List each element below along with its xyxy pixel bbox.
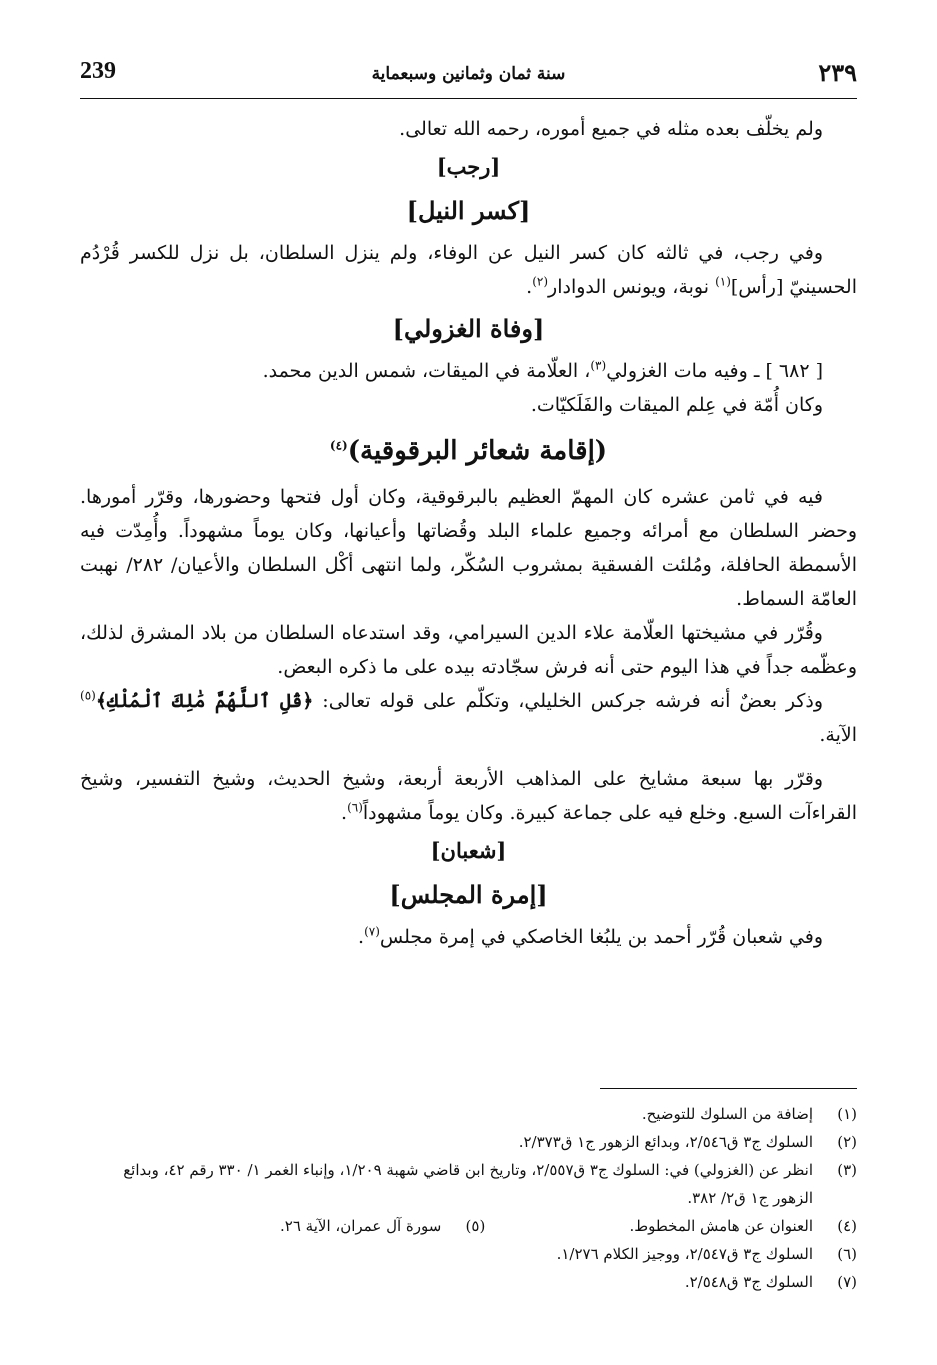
footnote-6 <box>80 1240 857 1268</box>
paragraph-gap <box>80 752 857 762</box>
footnote-2-number: (٢) <box>837 1133 857 1151</box>
paragraph-8-text-a: وقرّر بها سبعة مشايخ على المذاهب الأربعة أربعة، وشيخ الحديث، وشيخ التفسير، وشيخ القراءآت السبع. وخلع فيه على جماعة كبيرة. وكان يوماً مشهوداً <box>80 768 857 824</box>
footnote-row-4-5 <box>80 1212 857 1240</box>
paragraph-2-text-c: . <box>526 276 533 298</box>
paragraph-9 <box>80 920 857 954</box>
footnote-4-number: (٤) <box>837 1217 857 1235</box>
paragraph-5: فيه في ثامن عشره كان المهمّ العظيم بالبرقوقية، وكان أول فتحها وحضورها، وقرّر أمورها. وحضر السلطان مع أمرائه وجميع علماء البلد وقُضاتها وأعيانها، وكان يوماً مشهوداً. وأُمِدّت فيه الأسمطة الحافلة، ومُلئت الفسقية بمشروب السُكّر، ولما انتهى أكْل السلطان والأعيان/ ٢٨٢/ نهبت العامّة السماط. <box>80 486 857 610</box>
paragraph-2-text-b: نوبة، ويونس الدوادار <box>548 276 716 298</box>
heading-imrat-al-majlis: [إمرة المجلس] <box>389 880 548 909</box>
paragraph-8-text-b: . <box>341 802 348 824</box>
heading-shaban: [شعبان] <box>430 838 507 863</box>
footnote-7-text: السلوك ج٣ ق٢/٥٤٨. <box>684 1273 813 1291</box>
footnote-1-number: (١) <box>837 1105 857 1123</box>
paragraph-9-text-a: وفي شعبان قُرّر أحمد بن يلبُغا الخاصكي في إمرة مجلس <box>379 926 823 948</box>
paragraph-2 <box>80 236 857 304</box>
heading-kasr-al-nil: [كسر النيل] <box>406 196 531 225</box>
footnote-7 <box>80 1268 857 1296</box>
footnote-ref-3: (٣) <box>590 358 607 373</box>
footnote-ref-2: (٢) <box>532 274 549 289</box>
paragraph-1: ولم يخلّف بعده مثله في جميع أموره، رحمه الله تعالى. <box>399 118 823 140</box>
heading-iqamat-shaair <box>80 428 857 474</box>
header-rule <box>80 98 857 99</box>
footnote-2 <box>80 1128 857 1156</box>
footnote-ref-1: (١) <box>715 274 731 289</box>
footnote-ref-4: (٤) <box>329 438 348 453</box>
heading-wafat-al-ghazuli: [وفاة الغزولي] <box>392 314 545 343</box>
quran-quote: ﴿قُلِ ٱللَّهُمَّ مَٰلِكَ ٱلْمُلْكِ﴾ <box>95 690 314 712</box>
footnote-3-number: (٣) <box>837 1161 857 1179</box>
paragraph-2-text-a: وفي رجب، في ثالثه كان كسر النيل عن الوفاء، ولم ينزل السلطان، بل نزل للكسر قُرْدُم الحسينيّ [رأس] <box>80 242 857 298</box>
footnote-3 <box>80 1156 857 1212</box>
paragraph-9-text-b: . <box>358 926 365 948</box>
paragraph-3 <box>80 354 857 388</box>
footnote-5-text: سورة آل عمران، الآية ٢٦. <box>280 1217 442 1235</box>
footnote-7-number: (٧) <box>837 1273 857 1291</box>
footnotes <box>80 1100 857 1296</box>
footnote-1 <box>80 1100 857 1128</box>
page-number-latin: 239 <box>80 58 116 84</box>
paragraph-3-text-b: ، العلّامة في الميقات، شمس الدين محمد. <box>262 360 591 382</box>
footnote-2-text: السلوك ج٣ ق٢/٥٤٦، وبدائع الزهور ج١ ق٢/٣٧٣. <box>518 1133 813 1151</box>
footnote-ref-5: (٥) <box>80 688 96 703</box>
heading-rajab: [رجب] <box>436 154 501 179</box>
paragraph-8 <box>80 762 857 830</box>
footnote-6-text: السلوك ج٣ ق٢/٥٤٧، ووجيز الكلام ١/٢٧٦. <box>556 1245 813 1263</box>
page-header <box>80 58 857 98</box>
footnote-4-text: العنوان عن هامش المخطوط. <box>629 1217 813 1235</box>
footnote-ref-6: (٦) <box>347 800 363 815</box>
paragraph-4: وكان أُمّة في عِلم الميقات والفَلَكيّات. <box>530 394 823 416</box>
running-title: سنة ثمان وثمانين وسبعماية <box>371 64 566 84</box>
footnote-ref-7: (٧) <box>364 924 380 939</box>
footnote-1-text: إضافة من السلوك للتوضيح. <box>641 1105 813 1123</box>
paragraph-7-text-a: وذكر بعضٌ أنه فرشه جركس الخليلي، وتكلّم على قوله تعالى: <box>313 690 824 712</box>
footnote-5 <box>280 1212 485 1240</box>
paragraph-6: وقُرّر في مشيختها العلّامة علاء الدين السيرامي، وقد استدعاه السلطان من بلاد المشرق لذلك، وعظّمه جداً في هذا اليوم حتى أنه فرش سجّادته بيده على ما ذكره البعض. <box>80 622 857 678</box>
heading-iqamat-shaair-text: (إقامة شعائر البرقوقية) <box>347 436 608 466</box>
main-text <box>80 112 857 954</box>
footnote-rule <box>600 1088 857 1089</box>
footnote-3-text: انظر عن (الغزولي) في: السلوك ج٣ ق٢/٥٥٧، وتاريخ ابن قاضي شهبة ١/٢٠٩، وإنباء الغمر ١/ ٣٣٠ رقم ٤٢، وبدائع الزهور ج١ ق٢/ ٣٨٢. <box>123 1161 813 1207</box>
paragraph-3-text-a: [ ٦٨٢ ] ـ وفيه مات الغزولي <box>606 360 823 382</box>
paragraph-7-text-b: الآية. <box>819 724 857 746</box>
footnote-4 <box>629 1212 857 1240</box>
footnote-6-number: (٦) <box>837 1245 857 1263</box>
paragraph-7 <box>80 684 857 752</box>
page-number-arabic: ٢٣٩ <box>818 58 857 87</box>
footnote-5-number: (٥) <box>465 1217 486 1235</box>
